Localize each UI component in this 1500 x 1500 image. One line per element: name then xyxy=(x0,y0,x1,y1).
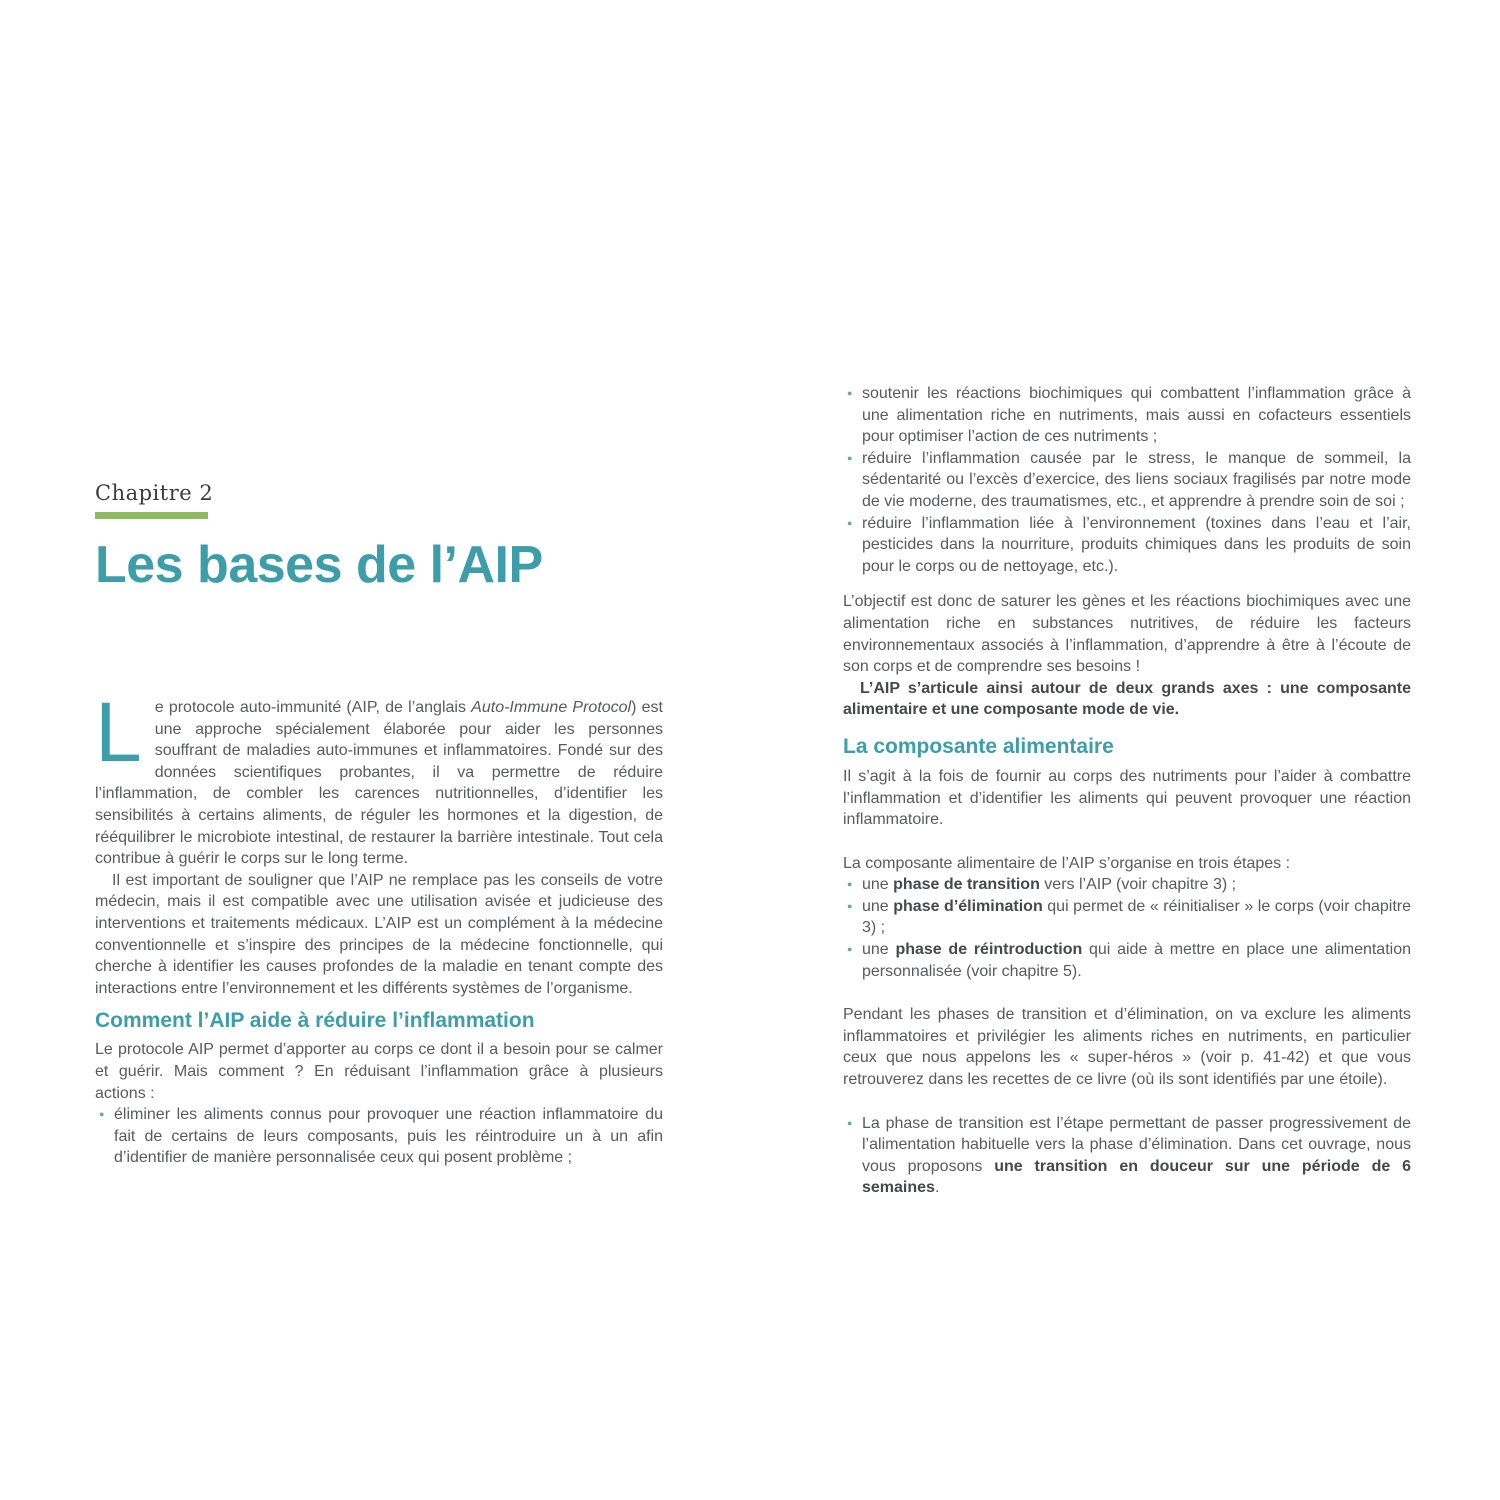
intro-paragraph xyxy=(95,685,664,870)
list-item-text: éliminer les aliments connus pour provoquer une réaction inflammatoire du fait de certains de leurs composants, puis les réintroduire un à un afin d’identifier de manière personnalisée ceux qui posent problème ; xyxy=(114,1106,663,1167)
bullet-icon: ● xyxy=(847,944,853,955)
phase-text: vers l’AIP (voir chapitre 3) ; xyxy=(1039,876,1237,894)
phase-name-bold: phase d’élimination xyxy=(893,897,1043,915)
phase-text: qui permet de « réinitialiser » le corps (voir chapitre 3) ; xyxy=(862,897,1412,937)
page-right xyxy=(843,383,1411,1199)
transition-text: . xyxy=(934,1179,940,1197)
list-item-text xyxy=(862,874,1411,896)
paragraph-medecin: Il est important de souligner que l’AIP ne remplace pas les conseils de votre médecin, mais il est compatible avec une utilisation avisée et judicieuse des interventions et traitements médicaux. L’AIP est un complément à la médecine conventionnelle et s’inspire des principes de la médecine fonctionnelle, qui cherche à identifier les causes profondes de la maladie en tenant compte des interactions entre l’environnement et les différents systèmes de l’organisme. xyxy=(95,871,663,997)
list-item-stress xyxy=(843,448,1411,513)
list-item-transition-douceur xyxy=(843,1113,1411,1199)
page-left xyxy=(95,480,663,1169)
list-item-text xyxy=(862,939,1411,982)
phase-name-bold: phase de transition xyxy=(893,876,1040,894)
transition-text: La phase de transition est l’étape permettant de passer progressivement de l’alimentation habituelle vers la phase d’élimination. Dans cet ouvrage, nous vous proposons xyxy=(862,1114,1411,1175)
intro-text-italic: Auto-Immune Protocol xyxy=(471,699,632,716)
list-item-phase-elimination xyxy=(843,896,1411,939)
chapter-label: Chapitre 2 xyxy=(95,481,214,505)
bullet-icon: ● xyxy=(847,517,853,528)
list-item-text xyxy=(862,1113,1411,1199)
list-item-eliminer xyxy=(95,1104,663,1169)
list-item-text: soutenir les réactions biochimiques qui combattent l’inflammation grâce à une alimentation riche en nutriments, mais aussi en cofacteurs essentiels pour optimiser l’action de ces nutriments ; xyxy=(862,385,1411,446)
section-heading-alimentaire: La composante alimentaire xyxy=(843,734,1114,758)
page-title: Les bases de l’AIP xyxy=(95,536,543,594)
chapter-underline xyxy=(95,512,208,519)
phase-text: une xyxy=(862,897,894,915)
list-item-phase-transition xyxy=(843,874,1411,896)
intro-text: e protocole auto-immunité (AIP, de l’anglais xyxy=(154,699,472,716)
bullet-icon: ● xyxy=(847,452,853,463)
paragraph-objectif: L’objectif est donc de saturer les gènes et les réactions biochimiques avec une alimentation riche en substances nutritives, de réduire les facteurs environnementaux associés à l’inflammation, d’apprendre à être à l’écoute de son corps et de comprendre ses besoins ! xyxy=(843,593,1411,676)
list-item-text: réduire l’inflammation causée par le stress, le manque de sommeil, la sédentarité ou l’excès d’exercice, des liens sociaux fragilisés par notre mode de vie moderne, des traumatismes, etc., et apprendre à prendre soin de soi ; xyxy=(862,449,1411,510)
phase-text: une xyxy=(862,941,896,959)
bullet-icon: ● xyxy=(847,388,853,398)
transition-bold: une transition en douceur sur une période de 6 semaines xyxy=(862,1157,1412,1197)
list-item-environnement xyxy=(843,513,1411,578)
list-item-phase-reintroduction xyxy=(843,939,1411,982)
intro-text: ) est une approche spécialement élaborée pour aider les personnes souffrant de maladies auto-immunes et inflammatoires. Fondé sur des données scientifiques probantes, il va permettre de réduire l’inflammation, de combler les carences nutritionnelles, d’identifier les sensibilités à certains aliments, de réguler les hormones et la digestion, de rééquilibrer le microbiote intestinal, de restaurer la barrière intestinale. Tout cela contribue à guérir le corps sur le long terme. xyxy=(95,699,664,868)
phase-name-bold: phase de réintroduction xyxy=(895,941,1083,959)
phase-text: qui aide à mettre en place une alimentation personnalisée (voir chapitre 5). xyxy=(862,941,1412,980)
bullet-icon: ● xyxy=(99,1109,105,1120)
list-item-text: réduire l’inflammation liée à l’environnement (toxines dans l’eau et l’air, pesticides dans la nourriture, produits chimiques dans les produits de soin pour le corps ou de nettoyage, etc.). xyxy=(862,514,1411,575)
bullet-icon: ● xyxy=(847,1117,853,1128)
dropcap-letter: L xyxy=(95,685,142,779)
section-heading-inflammation: Comment l’AIP aide à réduire l’inflammation xyxy=(95,1009,535,1033)
bullet-icon: ● xyxy=(847,900,853,911)
bullet-icon: ● xyxy=(847,879,853,890)
paragraph-intro-alimentaire: Il s’agit à la fois de fournir au corps des nutriments pour l’aider à combattre l’inflammation et d’identifier les aliments qui peuvent provoquer une réaction inflammatoire. xyxy=(843,767,1411,829)
paragraph-actions: Le protocole AIP permet d’apporter au corps ce dont il a besoin pour se calmer et guérir. Mais comment ? En réduisant l’inflammation grâce à plusieurs actions : xyxy=(95,1041,663,1102)
paragraph-pendant: Pendant les phases de transition et d’élimination, on va exclure les aliments inflammatoires et privilégier les aliments riches en nutriments, en particulier ceux que nous appelons les « super-héros » (voir p. 41-42) et que vous retrouverez dans les recettes de ce livre (où ils sont identifiés par une étoile). xyxy=(843,1006,1411,1089)
paragraph-trois-etapes: La composante alimentaire de l’AIP s’organise en trois étapes : xyxy=(843,854,1291,872)
phase-text: une xyxy=(862,876,894,894)
paragraph-deux-axes: L’AIP s’articule ainsi autour de deux grands axes : une composante alimentaire et une composante mode de vie. xyxy=(843,679,1411,719)
list-item-soutenir xyxy=(843,383,1411,448)
list-item-text xyxy=(862,896,1411,939)
